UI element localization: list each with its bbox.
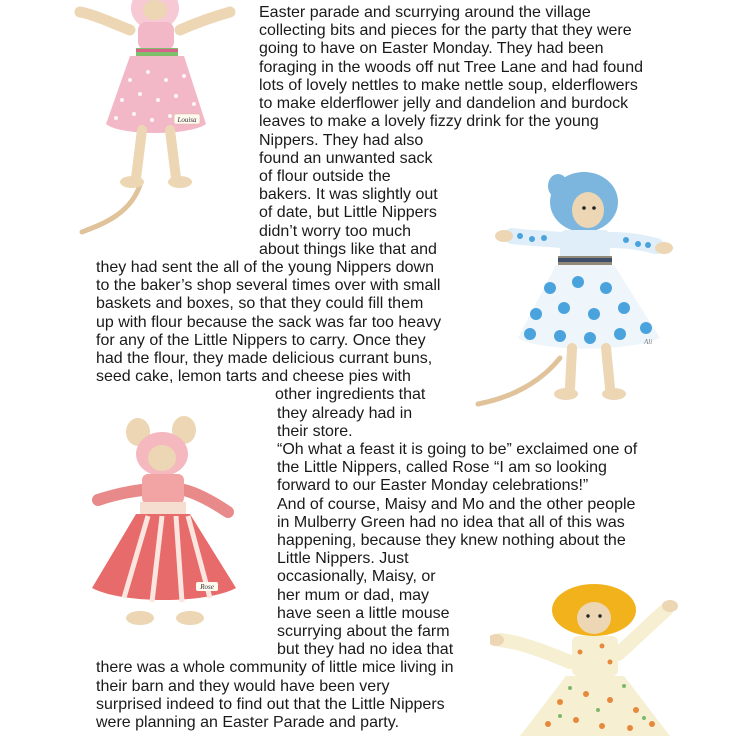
story-line: scurrying about the farm [277, 623, 450, 640]
story-line: “Oh what a feast it is going to be” exclaimed one of [277, 441, 638, 458]
mouse-doll-louisa-image [70, 0, 245, 240]
story-line: forward to our Easter Monday celebrations!” [277, 477, 589, 494]
story-line: other ingredients that [275, 386, 426, 403]
story-line: lots of lovely nettles to make nettle soup, elderflowers [259, 77, 638, 94]
story-line: foraging in the woods off nut Tree Lane and had found [259, 59, 643, 76]
story-line: to the baker’s shop several times over with small [96, 277, 441, 294]
story-line: in Mulberry Green had no idea that all of this was [277, 514, 625, 531]
story-line: about things like that and [259, 241, 437, 258]
story-line: to make elderflower jelly and dandelion and burdock [259, 95, 629, 112]
story-line: leaves to make a lovely fizzy drink for the young [259, 113, 599, 130]
mouse-doll-rose-image [86, 412, 246, 642]
story-line: Nippers. They had also [259, 132, 424, 149]
story-line: they had sent the all of the young Nippers down [96, 259, 434, 276]
story-line: up with flour because the sack was far too heavy [96, 314, 442, 331]
story-line: of date, but Little Nippers [259, 204, 437, 221]
story-line: going to have on Easter Monday. They had been [259, 40, 604, 57]
story-line: bakers. It was slightly out [259, 186, 438, 203]
story-line: her mum or dad, may [277, 587, 430, 604]
story-line: seed cake, lemon tarts and cheese pies with [96, 368, 411, 385]
story-line: found an unwanted sack [259, 150, 433, 167]
story-line: collecting bits and pieces for the party that they were [259, 22, 632, 39]
story-line: of flour outside the [259, 168, 391, 185]
story-line: the Little Nippers, called Rose “I am so looking [277, 459, 607, 476]
story-line: And of course, Maisy and Mo and the other people [277, 496, 636, 513]
story-line: baskets and boxes, so that they could fill them [96, 295, 424, 312]
story-line: have seen a little mouse [277, 605, 450, 622]
mouse-doll-yellow-bonnet-image [490, 582, 695, 736]
story-line: occasionally, Maisy, or [277, 568, 436, 585]
story-line: they already had in [277, 405, 413, 422]
story-line: Little Nippers. Just [277, 550, 409, 567]
story-line: had the flour, they made delicious currant buns, [96, 350, 433, 367]
blue-doll-tag-text: Ali [644, 338, 653, 346]
mouse-doll-blue-bonnet-image [460, 168, 685, 413]
story-line: were planning an Easter Parade and party. [96, 714, 400, 731]
story-line: for any of the Little Nippers to carry. Once they [96, 332, 426, 349]
story-line: their store. [277, 423, 353, 440]
story-line: happening, because they knew nothing about the [277, 532, 626, 549]
story-line: Easter parade and scurrying around the village [259, 4, 591, 21]
story-line: there was a whole community of little mice living in [96, 659, 454, 676]
louisa-tag-text: Louisa [177, 116, 197, 124]
story-line: didn’t worry too much [259, 223, 412, 240]
rose-tag-text: Rose [200, 583, 214, 591]
story-line: surprised indeed to find out that the Little Nippers [96, 696, 445, 713]
story-line: their barn and they would have been very [96, 678, 390, 695]
story-line: but they had no idea that [277, 641, 454, 658]
